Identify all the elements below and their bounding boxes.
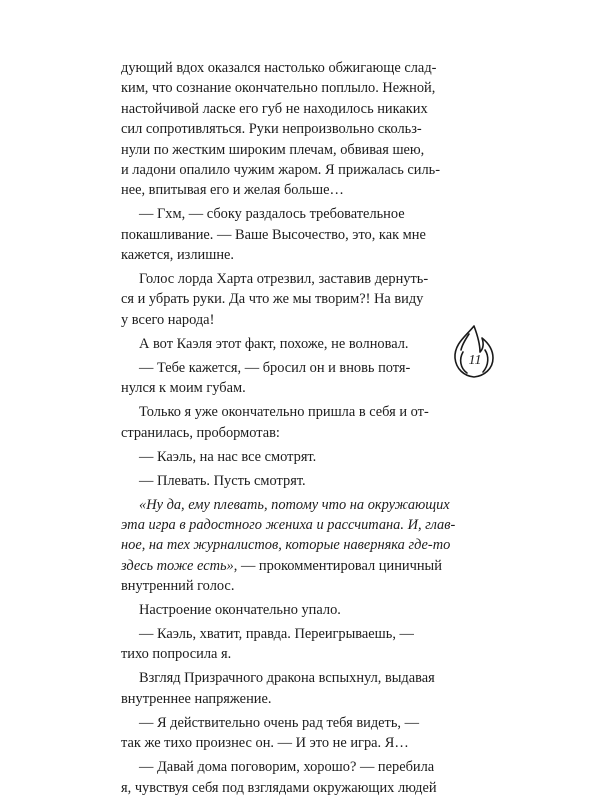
body-text bbox=[121, 58, 456, 798]
text-line: ким, что сознание окончательно поплыло. Нежной, bbox=[121, 80, 436, 97]
text-line: я, чувствуя себя под взглядами окружающих людей bbox=[121, 779, 437, 796]
text-line: нее, впитывая его и желая больше… bbox=[121, 182, 344, 199]
text-line: ся и убрать руки. Да что же мы творим?! На виду bbox=[121, 291, 424, 308]
text-line: дующий вдох оказался настолько обжигающе слад- bbox=[121, 60, 437, 76]
text-line-regular-part: , — прокомментировал циничный bbox=[233, 557, 442, 574]
text-line: Настроение окончательно упало. bbox=[139, 602, 341, 619]
text-line bbox=[121, 556, 443, 576]
text-line: — Каэль, хватит, правда. Переигрываешь, — bbox=[139, 626, 414, 643]
text-line: А вот Каэля этот факт, похоже, не волновал. bbox=[139, 335, 409, 352]
text-line: и ладони опалило чужим жаром. Я прижалась силь- bbox=[121, 161, 440, 178]
text-line: — Давай дома поговорим, хорошо? — перебила bbox=[139, 759, 435, 776]
text-line: нули по жестким широким плечам, обвивая шею, bbox=[121, 141, 425, 158]
text-line: Взгляд Призрачного дракона вспыхнул, выдавая bbox=[139, 670, 435, 687]
text-line-italic-part: здесь тоже есть» bbox=[121, 557, 234, 574]
text-line: — Я действительно очень рад тебя видеть, — bbox=[139, 714, 419, 731]
text-line: — Каэль, на нас все смотрят. bbox=[139, 448, 317, 465]
text-line: эта игра в радостного жениха и рассчитана. И, глав- bbox=[121, 516, 456, 533]
text-line: кажется, излишне. bbox=[121, 247, 235, 264]
text-line: так же тихо произнес он. — И это не игра. Я… bbox=[121, 735, 409, 752]
text-line: — Гхм, — сбоку раздалось требовательное bbox=[139, 206, 405, 223]
text-line: ное, на тех журналистов, которые наверняка где-то bbox=[121, 537, 451, 554]
text-line: сил сопротивляться. Руки непроизвольно скольз- bbox=[121, 121, 422, 138]
text-line: — Плевать. Пусть смотрят. bbox=[139, 472, 306, 489]
text-line: нулся к моим губам. bbox=[121, 380, 246, 397]
text-line: странилась, пробормотав: bbox=[121, 424, 280, 441]
text-line: Голос лорда Харта отрезвил, заставив дернуть- bbox=[139, 271, 429, 288]
text-line: настойчивой ласке его губ не находилось никаких bbox=[121, 100, 428, 117]
page-number: 11 bbox=[468, 353, 482, 368]
flame-ornament-icon bbox=[449, 322, 499, 380]
text-line: у всего народа! bbox=[121, 311, 215, 328]
text-line: внутреннее напряжение. bbox=[121, 690, 272, 707]
text-line: — Тебе кажется, — бросил он и вновь потя- bbox=[139, 359, 411, 376]
text-line: внутренний голос. bbox=[121, 578, 235, 595]
text-line: «Ну да, ему плевать, потому что на окружающих bbox=[139, 496, 450, 513]
text-line: покашливание. — Ваше Высочество, это, как мне bbox=[121, 226, 426, 243]
text-line: тихо попросила я. bbox=[121, 646, 232, 663]
text-line: Только я уже окончательно пришла в себя и от- bbox=[139, 404, 429, 421]
